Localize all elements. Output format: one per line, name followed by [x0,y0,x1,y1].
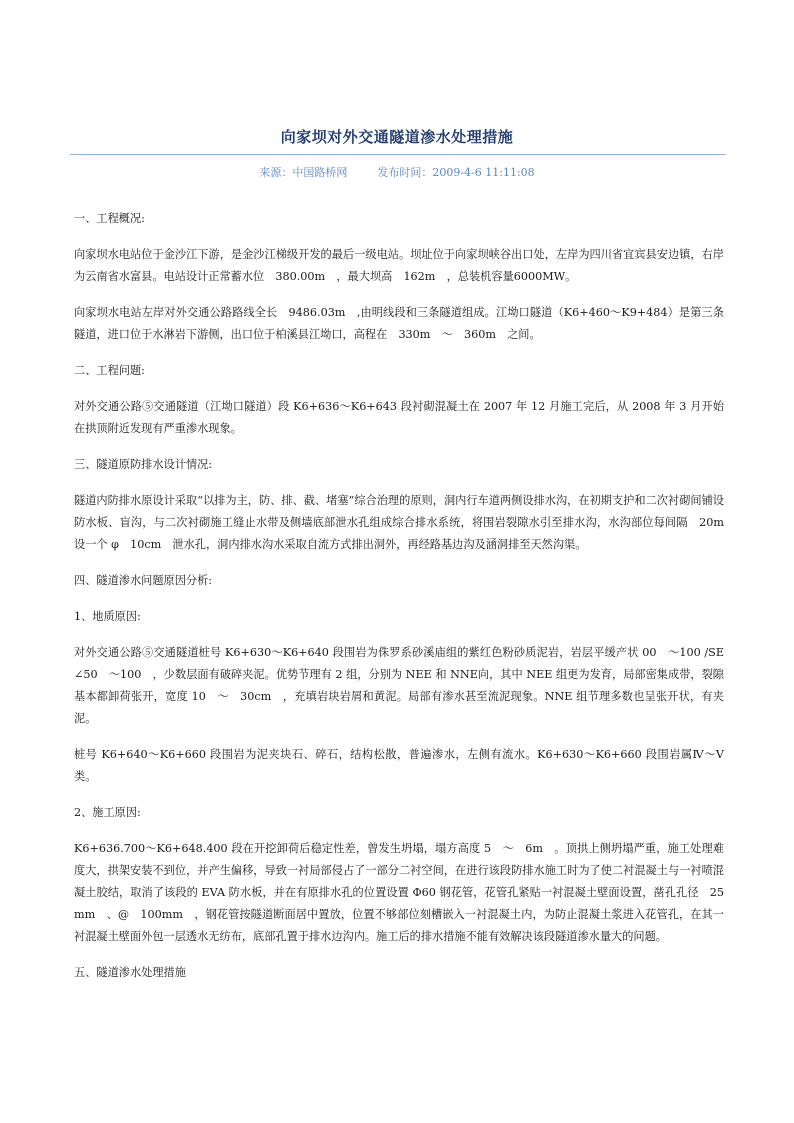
paragraph: 向家坝水电站左岸对外交通公路路线全长 9486.03m ,由明线段和三条隧道组成。江坳口隧道（K6+460～K9+484）是第三条隧道，进口位于水淋岩下游侧，出口位于柏溪县江坳口，高程在 330m ～ 360m 之间。 [74,306,724,341]
section-heading: 五、隧道渗水处理措施 [74,966,186,979]
published-time: 2009-4-6 11:11:08 [432,166,535,179]
article-title: 向家坝对外交通隧道渗水处理措施 [280,128,514,146]
section-heading: 三、隧道原防排水设计情况: [74,458,213,471]
section-heading: 一、工程概况: [74,212,145,225]
paragraph: 向家坝水电站位于金沙江下游，是金沙江梯级开发的最后一级电站。坝址位于向家坝峡谷出口处，左岸为四川省宜宾县安边镇，右岸为云南省水富县。电站设计正常蓄水位 380.00m ，最大坝高 162m ，总装机容量6000MW。 [74,248,724,283]
subsection-heading: 2、施工原因: [74,806,141,819]
paragraph: 对外交通公路⑤交通隧道桩号 K6+630～K6+640 段围岩为侏罗系砂溪庙组的紫红色粉砂质泥岩，岩层平缓产状 00 ～100 /SE∠50 ～100 ，少数层面有破碎夹泥。优势节理有 2 组，分别为 NEE 和 NNE向，其中 NEE 组更为发育，局部密集成带，裂隙基本都卸荷张开，宽度 10 ～ 30cm ，充填岩块岩屑和黄泥。局部有渗水甚至流泥现象。NNE 组节理多数也呈张开状，有夹泥。 [74,646,724,725]
section-heading: 二、工程问题: [74,364,145,377]
source-link[interactable]: 中国路桥网 [292,166,348,179]
published-label: 发布时间： [377,166,433,179]
source-label: 来源： [259,166,293,179]
paragraph: K6+636.700～K6+648.400 段在开挖卸荷后稳定性差，曾发生坍塌，塌方高度 5 ～ 6m 。顶拱上侧坍塌严重，施工处理难度大，拱架安装不到位，并产生偏移，导致一衬局部侵占了一部分二衬空间，在进行该段防排水施工时为了使二衬混凝土与一衬喷混凝土胶结，取消了该段的 EVA 防水板，并在有原排水孔的位置设置 Φ60 钢花管，花管孔紧贴一衬混凝土壁面设置，凿孔孔径 25mm 、@ 100mm ，钢花管按隧道断面居中置放，位置不够部位刻槽嵌入一衬混凝土内，为防止混凝土浆进入花管孔，在其一衬混凝土壁面外包一层透水无纺布，底部孔置于排水边沟内。施工后的排水措施不能有效解决该段隧道渗水量大的问题。 [74,842,724,943]
section-heading: 四、隧道渗水问题原因分析: [74,574,213,587]
paragraph: 桩号 K6+640～K6+660 段围岩为泥夹块石、碎石，结构松散，普遍渗水，左侧有流水。K6+630～K6+660 段围岩属Ⅳ～Ⅴ类。 [74,748,724,783]
paragraph: 对外交通公路⑤交通隧道（江坳口隧道）段 K6+636～K6+643 段衬砌混凝土在 2007 年 12 月施工完后，从 2008 年 3 月开始在拱顶附近发现有严重渗水现象。 [74,400,724,435]
title-divider [70,154,726,155]
article-body [74,208,736,998]
paragraph: 隧道内防排水原设计采取“以排为主，防、排、截、堵塞”综合治理的原则，洞内行车道两侧设排水沟，在初期支护和二次衬砌间铺设防水板、盲沟，与二次衬砌施工缝止水带及侧墙底部泄水孔组成综合排水系统，将围岩裂隙水引至排水沟，水沟部位每间隔 20m 设一个 φ 10cm 泄水孔，洞内排水沟水采取自流方式排出洞外，再经路基边沟及涵洞排至天然沟渠。 [74,494,736,551]
article-meta [0,164,794,180]
subsection-heading: 1、地质原因: [74,610,141,623]
